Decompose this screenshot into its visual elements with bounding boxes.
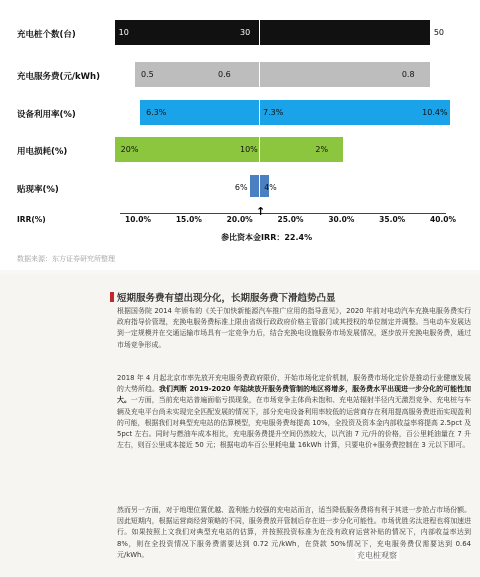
bar-low-label: 10 — [118, 28, 129, 37]
bar-mid-label: 30 — [240, 28, 251, 37]
bar-high-label: 50 — [433, 28, 445, 37]
category-label: 设备利用率(%) — [17, 110, 76, 120]
bar-high-label: 10.4% — [422, 108, 448, 117]
base-line — [259, 17, 260, 197]
bar-mid-label: 10% — [240, 145, 258, 154]
x-tick-label: 20.0% — [226, 215, 253, 224]
paragraph-1-text: 根据国务院 2014 年颁布的《关于加快新能源汽车推广应用的指导意见》，2020 年前对电动汽车充换电服务费实行政府指导价管理，充换电服务费标准上限由省级行政政府价格主管部门或其授权的单位制定并调整。当电动车发展达到一定规模并在交通运输市场具有一定竞争力后，结合充换电设施服务市场发展情况，逐步放开充换电服务费，通过市场竞争形成。 — [117, 307, 471, 349]
x-tick-label: 25.0% — [277, 215, 304, 224]
paragraph-2 — [117, 373, 471, 451]
x-tick-label: 35.0% — [379, 215, 406, 224]
bar-mid-label: 0.6 — [218, 70, 231, 79]
bar-high-label: 2% — [315, 145, 329, 154]
bar-low-label: 6.3% — [146, 108, 167, 117]
x-tick-label: 10.0% — [125, 215, 152, 224]
paragraph-2-text: 2018 年 4 月起北京市率先放开充电服务费政府限价，开始市场化定价机制，服务费市场化定价是推动行业健康发展的大势所趋。 — [117, 374, 471, 394]
bar-mid-label: 7.3% — [263, 108, 284, 117]
tornado-bar — [140, 100, 450, 125]
tornado-bar — [115, 137, 344, 162]
x-tick-label: 40.0% — [430, 215, 457, 224]
x-tick-label: 15.0% — [175, 215, 202, 224]
watermark: 充电桩观察 — [357, 551, 397, 560]
category-label: 充电服务费(元/kWh) — [17, 72, 100, 82]
source-note: 数据来源：东方证券研究所整理 — [17, 255, 115, 263]
bar-high-label: 4% — [264, 183, 277, 192]
x-tick-label: 30.0% — [328, 215, 355, 224]
base-irr-note: 参比资本金IRR：22.4% — [221, 233, 313, 242]
base-arrow-icon: ↑ — [256, 205, 266, 218]
paragraph-2-bold: 我们判断 2019-2020 年陆续放开服务费管制的地区将增多，服务费水平出现进一步分化的可能性加大。 — [117, 385, 471, 405]
bar-low-label: 20% — [120, 145, 139, 154]
bar-low-label: 6% — [234, 183, 248, 192]
category-label: 用电损耗(%) — [17, 147, 68, 157]
heading-bullet-icon — [110, 292, 114, 302]
category-label: 充电桩个数(台) — [17, 30, 76, 40]
category-label: 贴现率(%) — [17, 185, 59, 195]
tornado-bar — [135, 62, 430, 87]
paragraph-2-rest: 一方面，当前充电站普遍面临亏损现象，在市场竞争主体尚未饱和、充电站辐射半径内无激烈竞争、充电桩与车辆及充电平台尚未实现完全匹配发展的情况下，部分充电设备利用率较低的运营商存在利用提高服务费进而实现盈利的可能，根据我们对典型充电站的估算模型，充电服务费每提高 10%，全投资及资本金内部收益率将提高 2.5pct 及 5pct 左右。同时与燃油车成本相比，充电服务费提升空间仍然较大，以汽油 7 元/升的价格，百公里耗油量在 7 升左右，则百公里成本接近 50 元；根据电动车百公里耗电量 16kWh 计算，只要电价+服务费控制在 3 元以下即可。 — [117, 396, 472, 450]
bar-high-label: 0.8 — [401, 70, 415, 79]
tornado-bar — [115, 20, 430, 45]
x-axis-label: IRR(%) — [17, 215, 46, 224]
section-heading: 短期服务费有望出现分化，长期服务费下滑趋势凸显 — [117, 293, 336, 304]
tornado-chart — [0, 0, 480, 270]
paragraph-3 — [117, 505, 471, 561]
x-axis — [120, 213, 446, 214]
bar-low-label: 0.5 — [141, 70, 154, 79]
paragraph-3-text: 然而另一方面，对于地理位置优越、盈利能力较强的充电站而言，适当降低服务费将有利于其进一步抢占市场份额。因此短期内，根据运营商经营策略的不同，服务费放开管制后存在进一步分化可能性。市场优胜劣汰进程也将加速进行。如果按照上文我们对典型充电站的估算，并按照投资标准为在没有政府运营补贴的情况下，内部收益率达到 8%，则在全投资情况下服务费需要达到 0.72 元/kWh，在贷款 50%情况下，充电服务费仅需要达到 0.64 元/kWh。 — [117, 506, 471, 559]
paragraph-1 — [117, 306, 471, 351]
